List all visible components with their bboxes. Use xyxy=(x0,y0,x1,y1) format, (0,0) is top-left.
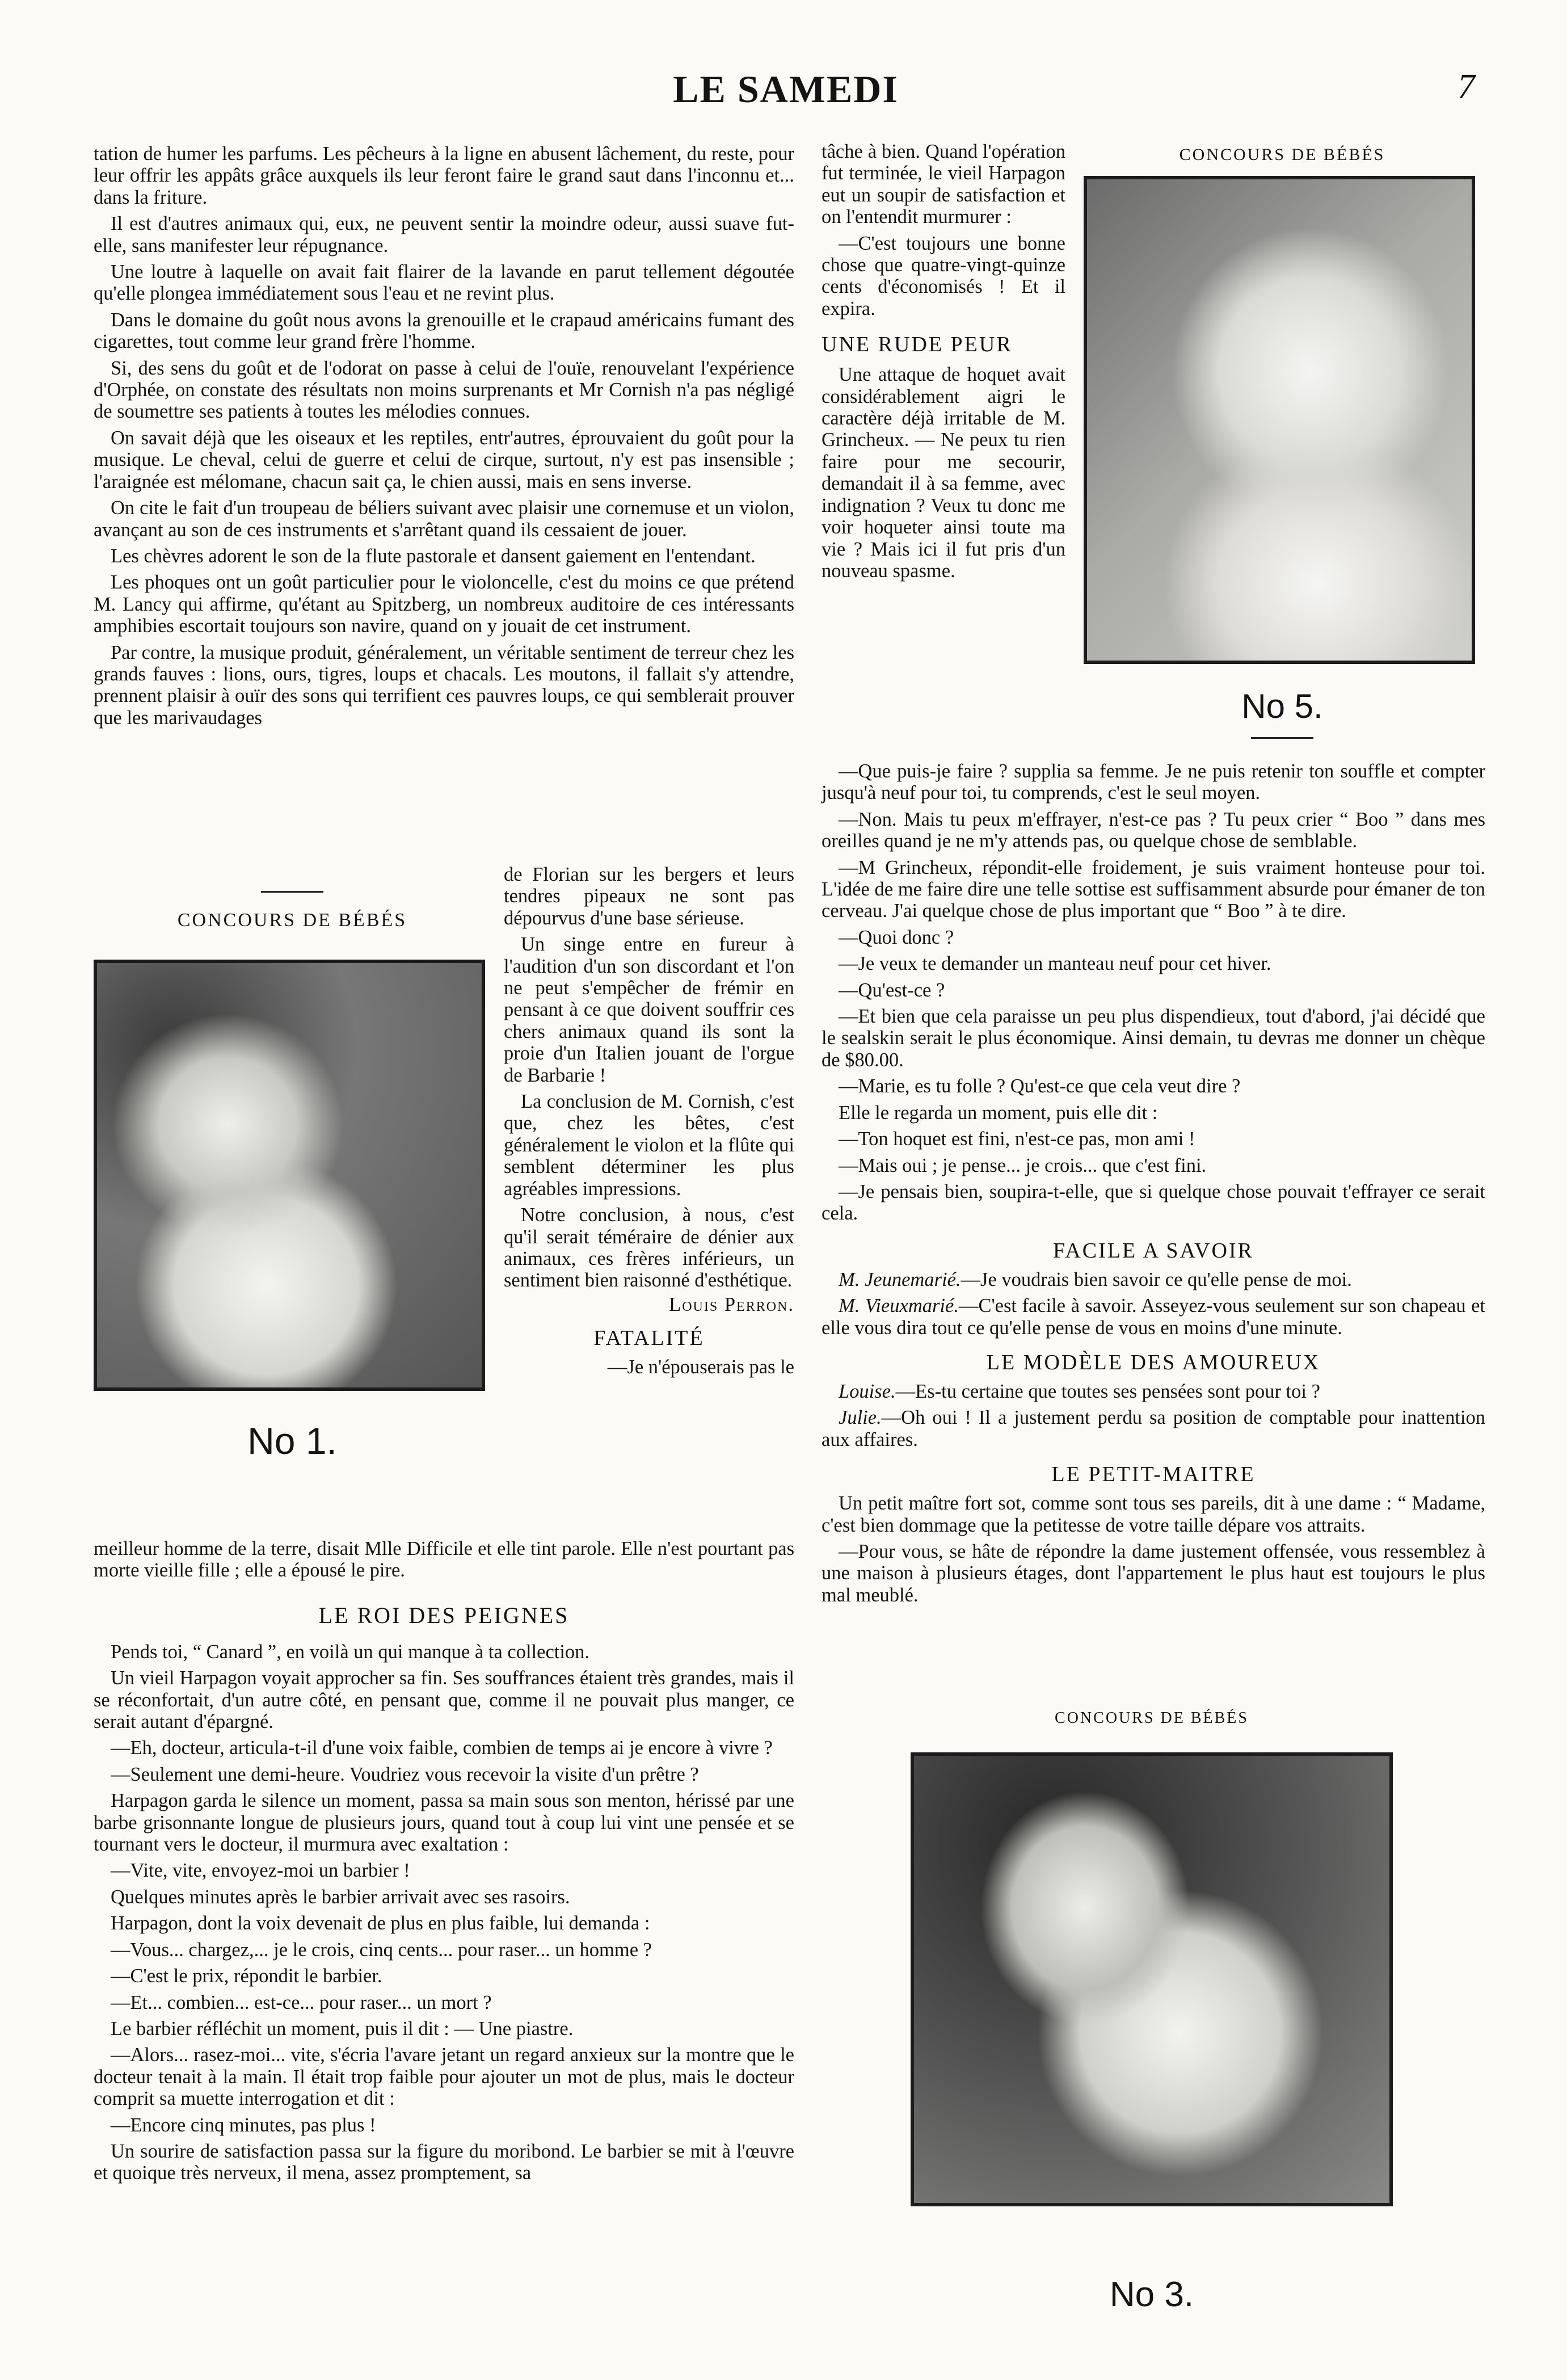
article-paragraph: —C'est toujours une bonne chose que quatre-vingt-quinze cents d'économisés ! Et il expira. xyxy=(822,232,1065,319)
right-wide-article xyxy=(822,760,1485,1611)
section-heading: LE PETIT-MAITRE xyxy=(1051,1462,1256,1487)
article-paragraph: Les phoques ont un goût particulier pour le violoncelle, c'est du moins ce que prétend M. Lancy qui affirme, qu'étant au Spitzberg, un nombreux auditoire de ces intéressants amphibies escortait toujours son navire, quand on y jouait de cet instrument. xyxy=(94,571,794,637)
article-paragraph: —Encore cinq minutes, pas plus ! xyxy=(111,2114,376,2136)
article-paragraph: —Eh, docteur, articula-t-il d'une voix faible, combien de temps ai je encore à vivre ? xyxy=(111,1737,773,1759)
dialogue-text: —Je voudrais bien savoir ce qu'elle pense de moi. xyxy=(961,1268,1352,1290)
article-paragraph: —Non. Mais tu peux m'effrayer, n'est-ce pas ? Tu peux crier “ Boo ” dans mes oreilles quand je ne m'y attends pas, ou quelque chose de semblable. xyxy=(822,808,1485,852)
article-paragraph: Il est d'autres animaux qui, eux, ne peuvent sentir la moindre odeur, aussi suave fut-elle, sans manifester leur répugnance. xyxy=(94,213,794,256)
article-paragraph: On cite le fait d'un troupeau de béliers suivant avec plaisir une cornemuse et un violon, avançant au son de ces instruments et s'arrêtant quand ils cessaient de jouer. xyxy=(94,497,794,541)
section-heading: UNE RUDE PEUR xyxy=(822,333,1013,357)
article-paragraph: —Et bien que cela paraisse un peu plus dispendieux, tout d'abord, j'ai décidé que le sealskin serait le plus économique. Ainsi demain, tu devras me donner un chèque de $80.00. xyxy=(822,1006,1485,1071)
article-paragraph: —M Grincheux, répondit-elle froidement, je suis vraiment honteuse pour toi. L'idée de me faire dire une telle sottise est suffisamment absurde pour émaner de ton cerveau. J'ai quelque chose de plus important que “ Boo ” à te dire. xyxy=(822,856,1485,922)
section-heading: FACILE A SAVOIR xyxy=(1053,1238,1254,1263)
page-number: 7 xyxy=(1458,68,1475,106)
right-narrow-column xyxy=(822,141,1065,586)
article-paragraph: —Vous... chargez,... je le crois, cinq cents... pour raser... un homme ? xyxy=(111,1939,652,1961)
article-paragraph: —Ton hoquet est fini, n'est-ce pas, mon ami ! xyxy=(839,1128,1195,1150)
article-paragraph: —C'est le prix, répondit le barbier. xyxy=(111,1965,382,1987)
concours-label: CONCOURS DE BÉBÉS xyxy=(177,910,407,931)
photo-block-5 xyxy=(1084,145,1481,745)
article-paragraph: Le barbier réfléchit un moment, puis il dit : — Une piastre. xyxy=(111,2017,574,2040)
article-paragraph: Un vieil Harpagon voyait approcher sa fin. Ses souffrances étaient très grandes, mais il se réconfortait, d'un autre côté, en pensant que, comme il ne pouvait plus manger, ce serait autant d'épargné. xyxy=(94,1667,794,1733)
article-paragraph: Un petit maître fort sot, comme sont tous ses pareils, dit à une dame : “ Madame, c'est bien dommage que la petitesse de votre taille dépare vos attraits. xyxy=(822,1492,1485,1536)
concours-label: CONCOURS DE BÉBÉS xyxy=(1055,1709,1249,1727)
left-top-article xyxy=(94,143,794,733)
speaker-name: Julie. xyxy=(839,1407,882,1429)
speaker-name: M. Jeunemarié. xyxy=(839,1268,961,1290)
page-header xyxy=(91,67,1481,118)
article-paragraph: de Florian sur les bergers et leurs tendres pipeaux ne sont pas dépourvus d'une base sérieuse. xyxy=(504,864,794,929)
section-heading: LE MODÈLE DES AMOUREUX xyxy=(986,1350,1321,1374)
article-paragraph: —Je n'épouserais pas le xyxy=(607,1356,794,1378)
narrow-article-column xyxy=(504,864,794,1383)
article-paragraph: Elle le regarda un moment, puis elle dit : xyxy=(839,1101,1158,1124)
dialogue-line xyxy=(822,1269,1485,1290)
article-paragraph: La conclusion de M. Cornish, c'est que, chez les bêtes, c'est généralement le violon et la flûte qui semblent déterminer les plus agréables impressions. xyxy=(504,1091,794,1200)
article-paragraph: Un sourire de satisfaction passa sur la figure du moribond. Le barbier se mit à l'œuvre et quoique très nerveux, il mena, assez promptement, sa xyxy=(94,2140,794,2184)
article-paragraph: Notre conclusion, à nous, c'est qu'il serait téméraire de dénier aux animaux, ces frères inférieurs, un sentiment bien raisonné d'esthétique. xyxy=(504,1204,794,1292)
article-paragraph: —Quoi donc ? xyxy=(839,926,954,948)
article-paragraph: Si, des sens du goût et de l'odorat on passe à celui de l'ouïe, renouvelant l'expérience d'Orphée, on constate des résultats non moins surprenants et Mr Cornish n'a pas négligé de soumettre ses patients à toutes les mélodies connues. xyxy=(94,357,794,423)
article-paragraph: —Qu'est-ce ? xyxy=(839,979,945,1001)
article-paragraph: —Je pensais bien, soupira-t-elle, que si quelque chose pouvait t'effrayer ce serait cela. xyxy=(822,1180,1485,1225)
article-paragraph: Par contre, la musique produit, généralement, un véritable sentiment de terreur chez les grands fauves : lions, ours, tigres, loups et chacals. Les moutons, il fallait s'y attendre, prennent plaisir à ouïr des sons qui terrifient ces pauvres loups, ce qui semblerait prouver que les marivaudages xyxy=(94,641,794,729)
photo-block-3 xyxy=(911,1709,1393,2315)
article-paragraph: —Seulement une demi-heure. Voudriez vous recevoir la visite d'un prêtre ? xyxy=(111,1763,699,1785)
dialogue-text: —Es-tu certaine que toutes ses pensées sont pour toi ? xyxy=(895,1380,1320,1402)
author-signature: Louis Perron. xyxy=(669,1293,794,1315)
article-paragraph: tâche à bien. Quand l'opération fut terminée, le vieil Harpagon eut un soupir de satisfaction et on l'entendit murmurer : xyxy=(822,141,1065,228)
article-paragraph: tation de humer les parfums. Les pêcheurs à la ligne en abusent lâchement, du reste, pour leur offrir les appâts grâce auxquels ils leur feront faire le grand saut dans l'inconnu et... dans la friture. xyxy=(94,143,794,208)
article-paragraph: —Vite, vite, envoyez-moi un barbier ! xyxy=(111,1860,410,1882)
article-paragraph: —Mais oui ; je pense... je crois... que c'est fini. xyxy=(839,1154,1207,1176)
article-paragraph: Une loutre à laquelle on avait fait flairer de la lavande en parut tellement dégoutée qu'elle plongea immédiatement sous l'eau et ne revint plus. xyxy=(94,261,794,305)
article-paragraph: —Et... combien... est-ce... pour raser... un mort ? xyxy=(111,1991,492,2013)
baby-photo-5 xyxy=(1084,176,1475,664)
newspaper-title: LE SAMEDI xyxy=(673,68,899,111)
baby-photo-1 xyxy=(94,960,485,1391)
dialogue-line xyxy=(822,1407,1485,1450)
dialogue-line xyxy=(822,1381,1485,1402)
article-paragraph: —Alors... rasez-moi... vite, s'écria l'avare jetant un regard anxieux sur la montre que le docteur tenait à la main. Il était trop faible pour ajouter un mot de plus, mais le docteur comprit sa muette interrogation et dit : xyxy=(94,2044,794,2110)
article-paragraph: Une attaque de hoquet avait considérablement aigri le caractère déjà irritable de M. Grincheux. — Ne peux tu rien faire pour me secourir, demandait il à sa femme, avec indignation ? Veux tu donc me voir hoqueter ainsi toute ma vie ? Mais ici il fut pris d'un nouveau spasme. xyxy=(822,364,1065,582)
photo-caption-3: No 3. xyxy=(1109,2275,1194,2314)
article-paragraph: —Pour vous, se hâte de répondre la dame justement offensée, vous ressemblez à une maison à plusieurs étages, dont l'appartement le plus haut est toujours le plus mal meublé. xyxy=(822,1540,1485,1606)
photo-block-1 xyxy=(94,885,491,1462)
article-paragraph: Harpagon garda le silence un moment, passa sa main sous son menton, hérissé par une barbe grisonnante longue de plusieurs jours, quand tout à coup lui vint une pensée et se tournant vers le docteur, il murmura avec exaltation : xyxy=(94,1790,794,1856)
article-paragraph: On savait déjà que les oiseaux et les reptiles, entr'autres, éprouvaient du goût pour la musique. Le cheval, celui de guerre et celui de cirque, surtout, n'y est pas insensible ; l'araignée est mélomane, chacun sait ça, le chien aussi, mais en sens inverse. xyxy=(94,427,794,493)
baby-photo-3 xyxy=(911,1752,1393,2206)
article-paragraph: Harpagon, dont la voix devenait de plus en plus faible, lui demanda : xyxy=(111,1912,650,1935)
dialogue-line xyxy=(822,1295,1485,1339)
divider xyxy=(261,891,323,893)
article-paragraph: —Marie, es tu folle ? Qu'est-ce que cela veut dire ? xyxy=(839,1075,1241,1098)
speaker-name: M. Vieuxmarié. xyxy=(839,1295,959,1317)
left-lower-article xyxy=(94,1538,794,2189)
concours-label: CONCOURS DE BÉBÉS xyxy=(1179,145,1385,164)
article-paragraph: Dans le domaine du goût nous avons la grenouille et le crapaud américains fumant des cigarettes, tout comme leur grand frère l'homme. xyxy=(94,309,794,353)
article-paragraph: Un singe entre en fureur à l'audition d'un son discordant et l'on ne peut s'empêcher de frémir en pensant à ce que doivent souffrir ces chers animaux quand ils sont la proie d'un Italien jouant de l'orgue de Barbarie ! xyxy=(504,934,794,1086)
dialogue-text: —C'est facile à savoir. Asseyez-vous seulement sur son chapeau et elle vous dira tout ce qu'elle pense de vous en moins d'une minute. xyxy=(822,1295,1485,1339)
photo-caption-1: No 1. xyxy=(247,1420,337,1462)
section-heading: LE ROI DES PEIGNES xyxy=(318,1602,570,1628)
photo-caption-5: No 5. xyxy=(1241,687,1323,725)
divider xyxy=(1251,737,1313,739)
article-paragraph: meilleur homme de la terre, disait Mlle Difficile et elle tint parole. Elle n'est pourtant pas morte vieille fille ; elle a épousé le pire. xyxy=(94,1538,794,1582)
article-paragraph: —Je veux te demander un manteau neuf pour cet hiver. xyxy=(839,953,1271,975)
article-paragraph: Pends toi, “ Canard ”, en voilà un qui manque à ta collection. xyxy=(111,1641,590,1663)
article-paragraph: Quelques minutes après le barbier arrivait avec ses rasoirs. xyxy=(111,1886,570,1908)
section-heading: FATALITÉ xyxy=(593,1326,705,1351)
article-paragraph: —Que puis-je faire ? supplia sa femme. Je ne puis retenir ton souffle et compter jusqu'à neuf pour toi, tu comprends, c'est le seul moyen. xyxy=(822,760,1485,804)
speaker-name: Louise. xyxy=(839,1380,896,1402)
dialogue-text: —Oh oui ! Il a justement perdu sa position de comptable pour inattention aux affaires. xyxy=(822,1407,1485,1450)
article-paragraph: Les chèvres adorent le son de la flute pastorale et dansent gaiement en l'entendant. xyxy=(111,545,756,567)
